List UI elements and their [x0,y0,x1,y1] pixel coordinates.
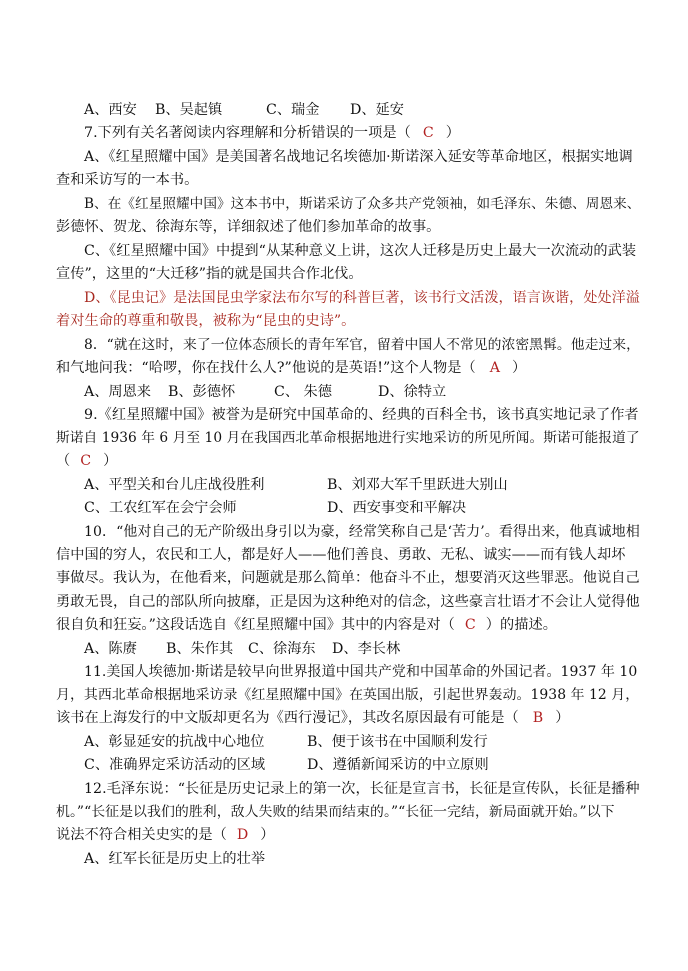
q10-line2: 信中国的穷人，农民和工人，都是好人——他们善良、勇敢、无私、诚实——而有钱人却坏 [56,547,626,563]
q9-option-d: D、西安事变和平解决 [327,500,467,516]
q6-option-d: D、延安 [350,102,404,118]
q7-option-c-line2: 宣传”，这里的“大迁移”指的就是国共合作北伐。 [56,266,363,282]
q12-line2: 机。”“长征是以我们的胜利，敌人失败的结果而结束的。”“长征一完结，新局面就开始。”以下 [56,804,615,820]
q11-line1: 11.美国人埃德加·斯诺是较早向世界报道中国共产党和中国革命的外国记者。1937 年 10 [84,664,638,680]
q9-option-c: C、工农红军在会宁会师 [84,500,237,516]
q7-stem: 7.下列有关名著阅读内容理解和分析错误的一项是（ C ） [84,125,461,141]
q11-option-d: D、遵循新闻采访的中立原则 [307,757,489,773]
q11-line2: 月，其西北革命根据地采访录《红星照耀中国》在英国出版，引起世界轰动。1938 年 12 月， [56,687,640,703]
q12-option-a: A、红军长征是历史上的壮举 [84,851,266,867]
q7-option-d-line1: D、《昆虫记》是法国昆虫学家法布尔写的科普巨著，该书行文活泼，语言诙谐，处处洋溢 [84,290,640,306]
q11-answer: B [532,710,544,726]
q10-option-b: B、朱作其 [166,641,234,657]
q12-line3: 说法不符合相关史实的是（ D ） [56,827,275,843]
q9-line1: 9.《红星照耀中国》被誉为是研究中国革命的、经典的百科全书，该书真实地记录了作者 [84,407,639,423]
q9-option-b: B、刘邓大军千里跃进大别山 [327,477,508,493]
q9-answer: C [80,453,92,469]
q8-option-b: B、彭德怀 [168,384,236,400]
q7-option-b-line1: B、在《红星照耀中国》这本书中，斯诺采访了众多共产党领袖，如毛泽东、朱德、周恩来、 [84,196,641,212]
q10-option-d: D、李长林 [332,641,401,657]
q7-option-d-line2: 着对生命的尊重和敬畏，被称为“昆虫的史诗”。 [56,313,356,329]
q8-answer: A [489,360,501,376]
q10-answer: C [464,617,476,633]
q10-line3: 事做尽。我认为，在他看来，问题就是那么简单：他奋斗不止，想要消灭这些罪恶。他说自己 [56,570,640,586]
q6-option-c: C、瑞金 [266,102,320,118]
q6-option-a: A、西安 [84,102,137,118]
q6-option-b: B、吴起镇 [155,102,223,118]
q9-line3: （ C ） [56,453,118,469]
q10-line1: 10．“他对自己的无产阶级出身引以为豪，经常笑称自己是‘苦力’。看得出来，他真诚地相 [84,524,640,540]
q7-answer: C [422,125,434,141]
q10-line4: 勇敢无畏，自己的部队所向披靡，正是因为这种绝对的信念，这些豪言壮语才不会让人觉得他 [56,594,640,610]
q11-option-a: A、彰显延安的抗战中心地位 [84,734,265,750]
q8-option-a: A、周恩来 [84,384,151,400]
q7-option-c-line1: C、《红星照耀中国》中提到“从某种意义上讲，这次人迁移是历史上最大一次流动的武装 [84,243,637,259]
q12-answer: D [236,827,249,843]
q11-option-c: C、准确界定采访活动的区域 [84,757,266,773]
q8-line1: 8．“就在这时，来了一位体态颀长的青年军官，留着中国人不常见的浓密黑髯。他走过来， [84,337,640,353]
q7-option-b-line2: 彭德怀、贺龙、徐海东等，详细叙述了他们参加革命的故事。 [56,219,441,235]
q12-line1: 12.毛泽东说：“长征是历史记录上的第一次，长征是宣言书，长征是宣传队，长征是播种 [84,781,640,797]
q8-option-c: C、 朱德 [274,384,332,400]
q8-line2: 和气地问我：“哈啰，你在找什么人?”他说的是英语!”这个人物是（ A ） [56,360,527,376]
q11-option-b: B、便于该书在中国顺利发行 [307,734,488,750]
q10-line5: 很自负和狂妄。”这段话选自《红星照耀中国》其中的内容是对（ C ）的描述。 [56,617,557,633]
q9-option-a: A、平型关和台儿庄战役胜利 [84,477,265,493]
q7-option-a-line2: 查和采访写的一本书。 [56,172,199,188]
q7-option-a-line1: A、《红星照耀中国》是美国著名战地记名埃德加·斯诺深入延安等革命地区，根据实地调 [84,149,633,165]
q10-option-a: A、陈赓 [84,641,137,657]
q11-line3: 该书在上海发行的中文版却更名为《西行漫记》，其改名原因最有可能是（ B ） [56,710,570,726]
q9-line2: 斯诺自 1936 年 6 月至 10 月在我国西北革命根据地进行实地采访的所见所闻。斯诺可能报道了 [56,430,640,446]
q10-option-c: C、徐海东 [248,641,316,657]
q8-option-d: D、徐特立 [378,384,447,400]
